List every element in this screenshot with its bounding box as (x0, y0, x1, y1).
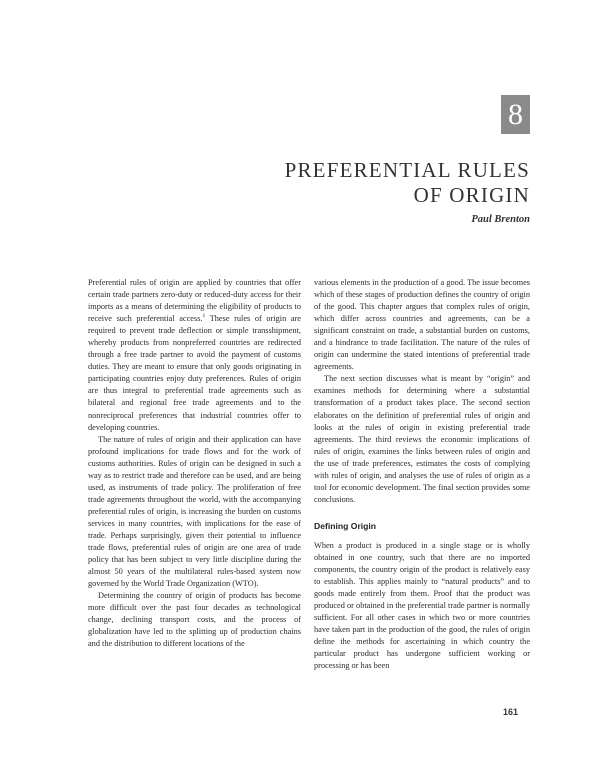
section-heading: Defining Origin (314, 520, 377, 531)
chapter-number: 8 (508, 98, 523, 131)
author-name: Paul Brenton (471, 214, 530, 225)
left-column (88, 277, 301, 650)
page-number: 161 (503, 707, 519, 717)
paragraph-text: These rules of origin are required to prevent trade deflection or simple transshipment, whereby products from nonpreferred countries are redirected through a free trade partner to avoid the payment of customs duties. They are meant to ensure that only goods originating in participating countries enjoy duty preferences. Rules of origin are thus integral to preferential trade agreements such as bilateral and regional free trade agreements and to the nonreciprocal preferences that industrial countries offer to developing countries. (88, 314, 301, 432)
chapter-title (285, 158, 530, 208)
paragraph: The next section discusses what is meant by “origin” and examines methods for determining where a substantial transformation of a product takes place. The second section elaborates on the definition of preferential rules of origin and looks at the rules of origin in existing preferential trade agreements. The third reviews the economic implications of rules of origin, examines the links between rules of origin and the use of trade preferences, estimates the costs of complying with rules of origin, and analyses the use of rules of origin as a tool for economic development. The final section provides some conclusions. (314, 374, 530, 504)
paragraph: When a product is produced in a single stage or is wholly obtained in one country, such that there are no imported components, the country origin of the product is relatively easy to establish. This applies mainly to “natural products” and to goods made entirely from them. Proof that the product was produced or obtained in the preferential trade partner is normally sufficient. For all other cases in which two or more countries have taken part in the production of the good, the rules of origin define the methods for ascertaining in which country the particular product has undergone sufficient working or processing or has been (314, 540, 530, 671)
chapter-number-box (501, 95, 530, 134)
paragraph: The nature of rules of origin and their application can have profound implications for trade flows and for the work of customs authorities. Rules of origin can be designed in such a way as to restrict trade and therefore can be used, and are being used, as instruments of trade policy. The proliferation of free trade agreements throughout the world, with the accompanying preferential rules of origin, is increasing the burden on customs services in many countries, with implications for the ease of trade. Perhaps surprisingly, given their potential to influence trade flows, preferential rules of origin are one area of trade policy that has been subject to very little discipline during the almost 50 years of the multilateral rules-based system now governed by the World Trade Organization (WTO). (88, 434, 301, 589)
paragraph: various elements in the production of a good. The issue becomes which of these stages of production defines the country of origin of the good. This chapter argues that complex rules of origin, which differ across countries and agreements, can be a significant constraint on trade, a substantial burden on customs, and a hindrance to trade facilitation. The nature of the rules of origin can undermine the stated intentions of preferential trade agreements. (314, 278, 530, 372)
footnote-marker: 1 (202, 313, 206, 320)
chapter-title-line-2: OF ORIGIN (413, 183, 530, 207)
paragraph-text: Preferential rules of origin are applied by countries that offer certain trade partners zero-duty or reduced-duty access for their imports as a means of determining the eligibility of products to receive such preferential access. (88, 278, 301, 324)
paragraph: Determining the country of origin of products has become more difficult over the past four decades as technological change, declining transport costs, and the process of globalization have led to the splitting up of production chains and the distribution to different locations of the (88, 591, 301, 649)
paragraph (88, 277, 301, 434)
chapter-title-line-1: PREFERENTIAL RULES (284, 158, 530, 182)
right-column (314, 277, 530, 672)
